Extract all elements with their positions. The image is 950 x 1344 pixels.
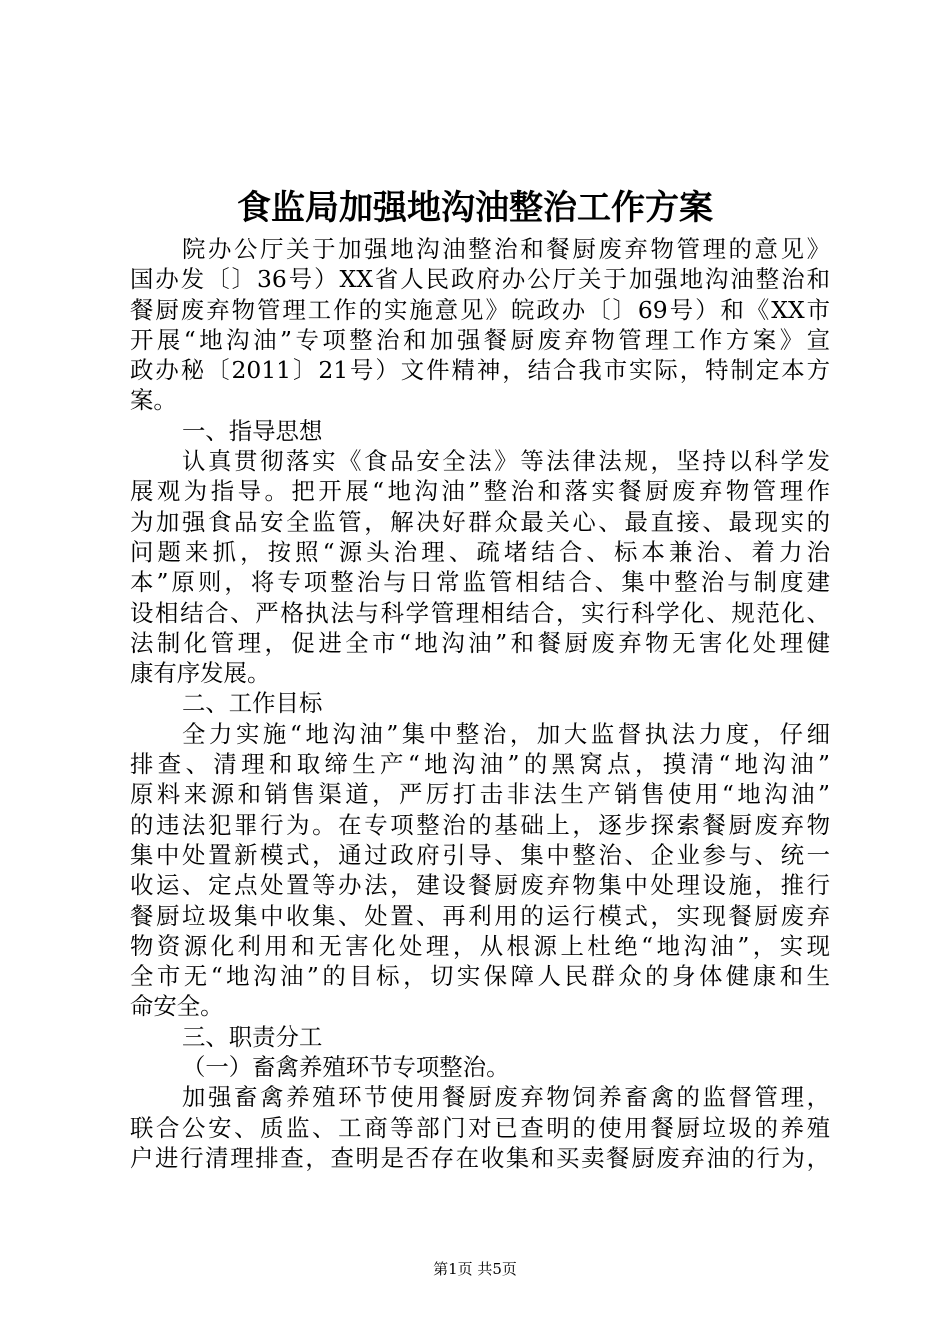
text-line: 餐厨废弃物管理工作的实施意见》皖政办〔〕69号）和《XX市 xyxy=(130,295,830,324)
text-line: 认真贯彻落实《食品安全法》等法律法规，坚持以科学发 xyxy=(182,447,830,476)
text-line: 康有序发展。 xyxy=(130,659,271,688)
text-line: 联合公安、质监、工商等部门对已查明的使用餐厨垃圾的养殖 xyxy=(130,1113,830,1142)
text-line: 本”原则，将专项整治与日常监管相结合、集中整治与制度建 xyxy=(130,568,830,597)
text-line: 加强畜禽养殖环节使用餐厨废弃物饲养畜禽的监督管理， xyxy=(182,1083,830,1112)
text-line: 集中处置新模式，通过政府引导、集中整治、企业参与、统一 xyxy=(130,840,830,869)
text-line: 全市无“地沟油”的目标，切实保障人民群众的身体健康和生 xyxy=(130,962,830,991)
text-line: 法制化管理，促进全市“地沟油”和餐厨废弃物无害化处理健 xyxy=(130,628,830,657)
text-line: 案。 xyxy=(130,386,177,415)
text-line: 三、职责分工 xyxy=(182,1022,323,1051)
text-line: 二、工作目标 xyxy=(182,689,323,718)
text-line: 餐厨垃圾集中收集、处置、再利用的运行模式，实现餐厨废弃 xyxy=(130,901,830,930)
text-line: 命安全。 xyxy=(130,992,224,1021)
text-line: 一、指导思想 xyxy=(182,416,323,445)
text-line: （一）畜禽养殖环节专项整治。 xyxy=(182,1053,510,1082)
text-line: 为加强食品安全监管，解决好群众最关心、最直接、最现实的 xyxy=(130,507,830,536)
document-body xyxy=(130,234,830,1173)
text-line: 收运、定点处置等办法，建设餐厨废弃物集中处理设施，推行 xyxy=(130,871,830,900)
text-line: 原料来源和销售渠道，严厉打击非法生产销售使用“地沟油” xyxy=(130,780,830,809)
page-footer: 第1页 共5页 xyxy=(433,1260,517,1278)
text-line: 的违法犯罪行为。在专项整治的基础上，逐步探索餐厨废弃物 xyxy=(130,810,830,839)
text-line: 问题来抓，按照“源头治理、疏堵结合、标本兼治、着力治 xyxy=(130,537,830,566)
text-line: 全力实施“地沟油”集中整治，加大监督执法力度，仔细 xyxy=(182,719,830,748)
text-line: 物资源化利用和无害化处理，从根源上杜绝“地沟油”，实现 xyxy=(130,931,830,960)
text-line: 开展“地沟油”专项整治和加强餐厨废弃物管理工作方案》宣 xyxy=(130,325,830,354)
text-line: 展观为指导。把开展“地沟油”整治和落实餐厨废弃物管理作 xyxy=(130,477,830,506)
text-line: 政办秘〔2011〕21号）文件精神，结合我市实际，特制定本方 xyxy=(130,356,830,385)
text-line: 院办公厅关于加强地沟油整治和餐厨废弃物管理的意见》 xyxy=(182,235,830,263)
text-line: 户进行清理排查，查明是否存在收集和买卖餐厨废弃油的行为， xyxy=(130,1143,830,1172)
text-line: 国办发〔〕36号）XX省人民政府办公厅关于加强地沟油整治和 xyxy=(130,265,830,294)
document-title: 食监局加强地沟油整治工作方案 xyxy=(237,188,713,228)
text-line: 设相结合、严格执法与科学管理相结合，实行科学化、规范化、 xyxy=(130,598,830,627)
text-line: 排查、清理和取缔生产“地沟油”的黑窝点，摸清“地沟油” xyxy=(130,750,830,779)
